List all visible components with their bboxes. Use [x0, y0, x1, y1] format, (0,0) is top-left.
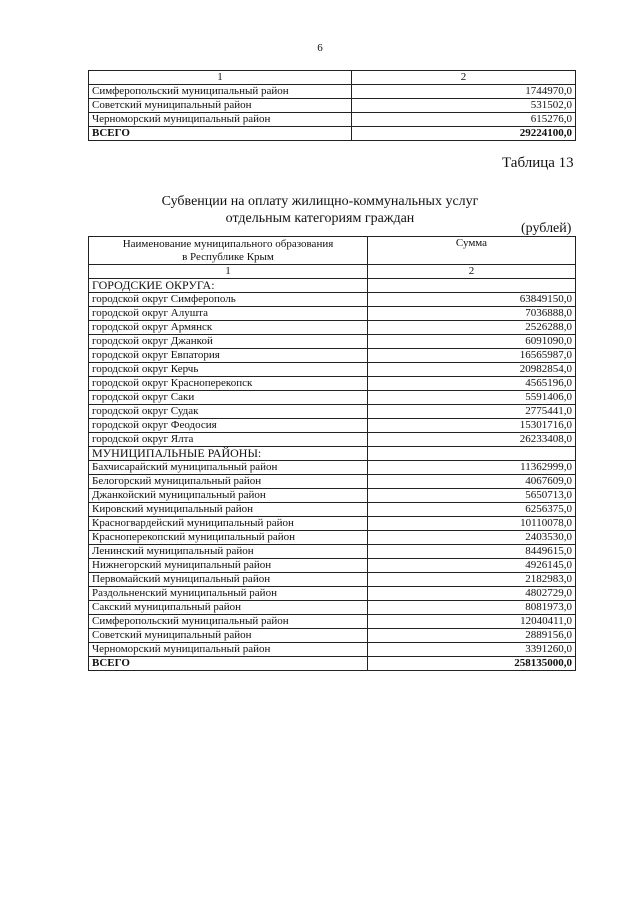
table-row — [89, 113, 576, 127]
col-number-2: 2 — [352, 71, 576, 85]
column-number-row — [89, 71, 576, 85]
row-value: 2889156,0 — [368, 629, 576, 643]
table-row — [89, 307, 576, 321]
row-name: Красноперекопский муниципальный район — [89, 531, 368, 545]
row-name: Сакский муниципальный район — [89, 601, 368, 615]
row-name: Красногвардейский муниципальный район — [89, 517, 368, 531]
row-value: 8449615,0 — [368, 545, 576, 559]
row-value: 8081973,0 — [368, 601, 576, 615]
row-name: городской округ Алушта — [89, 307, 368, 321]
row-value: 3391260,0 — [368, 643, 576, 657]
row-name: городской округ Джанкой — [89, 335, 368, 349]
row-value: 4926145,0 — [368, 559, 576, 573]
row-value: 7036888,0 — [368, 307, 576, 321]
row-value: 615276,0 — [352, 113, 576, 127]
section-empty-cell — [368, 279, 576, 293]
table-row — [89, 517, 576, 531]
table-row — [89, 531, 576, 545]
row-name: Симферопольский муниципальный район — [89, 85, 352, 99]
table-row — [89, 615, 576, 629]
row-name: городской округ Армянск — [89, 321, 368, 335]
table-row — [89, 293, 576, 307]
row-name: городской округ Феодосия — [89, 419, 368, 433]
table-row — [89, 475, 576, 489]
table-row — [89, 461, 576, 475]
col-header-name-line2: в Республике Крым — [182, 250, 274, 263]
row-name: Черноморский муниципальный район — [89, 113, 352, 127]
row-value: 2403530,0 — [368, 531, 576, 545]
total-row — [89, 127, 576, 141]
table-row — [89, 405, 576, 419]
table-row — [89, 349, 576, 363]
units-label: (рублей) — [521, 221, 572, 236]
row-value: 531502,0 — [352, 99, 576, 113]
row-value: 2182983,0 — [368, 573, 576, 587]
table-row — [89, 377, 576, 391]
row-value: 6091090,0 — [368, 335, 576, 349]
table-row — [89, 643, 576, 657]
section-row — [89, 447, 576, 461]
row-value: 10110078,0 — [368, 517, 576, 531]
table-row — [89, 601, 576, 615]
total-row — [89, 657, 576, 671]
row-value: 15301716,0 — [368, 419, 576, 433]
top-table — [88, 70, 576, 141]
table-row — [89, 363, 576, 377]
row-name: Черноморский муниципальный район — [89, 643, 368, 657]
row-name: Белогорский муниципальный район — [89, 475, 368, 489]
section-row — [89, 279, 576, 293]
row-name: Бахчисарайский муниципальный район — [89, 461, 368, 475]
row-name: городской округ Евпатория — [89, 349, 368, 363]
table-row — [89, 335, 576, 349]
title-line-2: отдельным категориям граждан — [225, 211, 415, 226]
row-value: 63849150,0 — [368, 293, 576, 307]
col-number-2: 2 — [368, 265, 576, 279]
total-label: ВСЕГО — [89, 127, 352, 141]
row-name: городской округ Красноперекопск — [89, 377, 368, 391]
table-row — [89, 489, 576, 503]
row-name: городской округ Ялта — [89, 433, 368, 447]
section-label: ГОРОДСКИЕ ОКРУГА: — [89, 279, 368, 293]
col-header-sum: Сумма — [368, 237, 576, 265]
row-name: Кировский муниципальный район — [89, 503, 368, 517]
row-name: Ленинский муниципальный район — [89, 545, 368, 559]
row-value: 11362999,0 — [368, 461, 576, 475]
column-number-row — [89, 265, 576, 279]
row-name: городской округ Симферополь — [89, 293, 368, 307]
table-row — [89, 629, 576, 643]
row-name: Раздольненский муниципальный район — [89, 587, 368, 601]
row-value: 258135000,0 — [368, 657, 576, 671]
row-name: МУНИЦИПАЛЬНЫЕ РАЙОНЫ: — [89, 447, 368, 461]
table-row — [89, 433, 576, 447]
table-row — [89, 391, 576, 405]
col-header-name — [89, 237, 368, 265]
col-header-name-line1: Наименование муниципального образования — [122, 237, 334, 250]
row-value: 5591406,0 — [368, 391, 576, 405]
section-empty-cell — [368, 447, 576, 461]
row-value: 2526288,0 — [368, 321, 576, 335]
row-name: городской округ Саки — [89, 391, 368, 405]
col-number-1: 1 — [89, 71, 352, 85]
row-value: 4067609,0 — [368, 475, 576, 489]
total-value: 29224100,0 — [352, 127, 576, 141]
subventions-table — [88, 236, 576, 671]
row-value: 4565196,0 — [368, 377, 576, 391]
table-row — [89, 559, 576, 573]
subventions-table-body — [89, 237, 576, 671]
table-row — [89, 587, 576, 601]
table-row — [89, 503, 576, 517]
table-row — [89, 99, 576, 113]
row-value: 16565987,0 — [368, 349, 576, 363]
table-label: Таблица 13 — [502, 155, 574, 171]
row-name: Симферопольский муниципальный район — [89, 615, 368, 629]
row-value: 26233408,0 — [368, 433, 576, 447]
table-row — [89, 545, 576, 559]
row-name: Советский муниципальный район — [89, 99, 352, 113]
row-name: городской округ Судак — [89, 405, 368, 419]
row-value: 1744970,0 — [352, 85, 576, 99]
row-name: Джанкойский муниципальный район — [89, 489, 368, 503]
table-row — [89, 573, 576, 587]
title-line-1: Субвенции на оплату жилищно-коммунальных услуг — [161, 194, 479, 209]
row-value: 20982854,0 — [368, 363, 576, 377]
row-value: 6256375,0 — [368, 503, 576, 517]
row-name: ВСЕГО — [89, 657, 368, 671]
row-name: городской округ Керчь — [89, 363, 368, 377]
row-value: 4802729,0 — [368, 587, 576, 601]
row-name: Советский муниципальный район — [89, 629, 368, 643]
page-number: 6 — [317, 42, 323, 54]
row-value: 12040411,0 — [368, 615, 576, 629]
header-row — [89, 237, 576, 265]
row-value: 5650713,0 — [368, 489, 576, 503]
table-row — [89, 85, 576, 99]
row-name: Первомайский муниципальный район — [89, 573, 368, 587]
table-row — [89, 321, 576, 335]
table-row — [89, 419, 576, 433]
row-name: Нижнегорский муниципальный район — [89, 559, 368, 573]
col-number-1: 1 — [89, 265, 368, 279]
row-value: 2775441,0 — [368, 405, 576, 419]
